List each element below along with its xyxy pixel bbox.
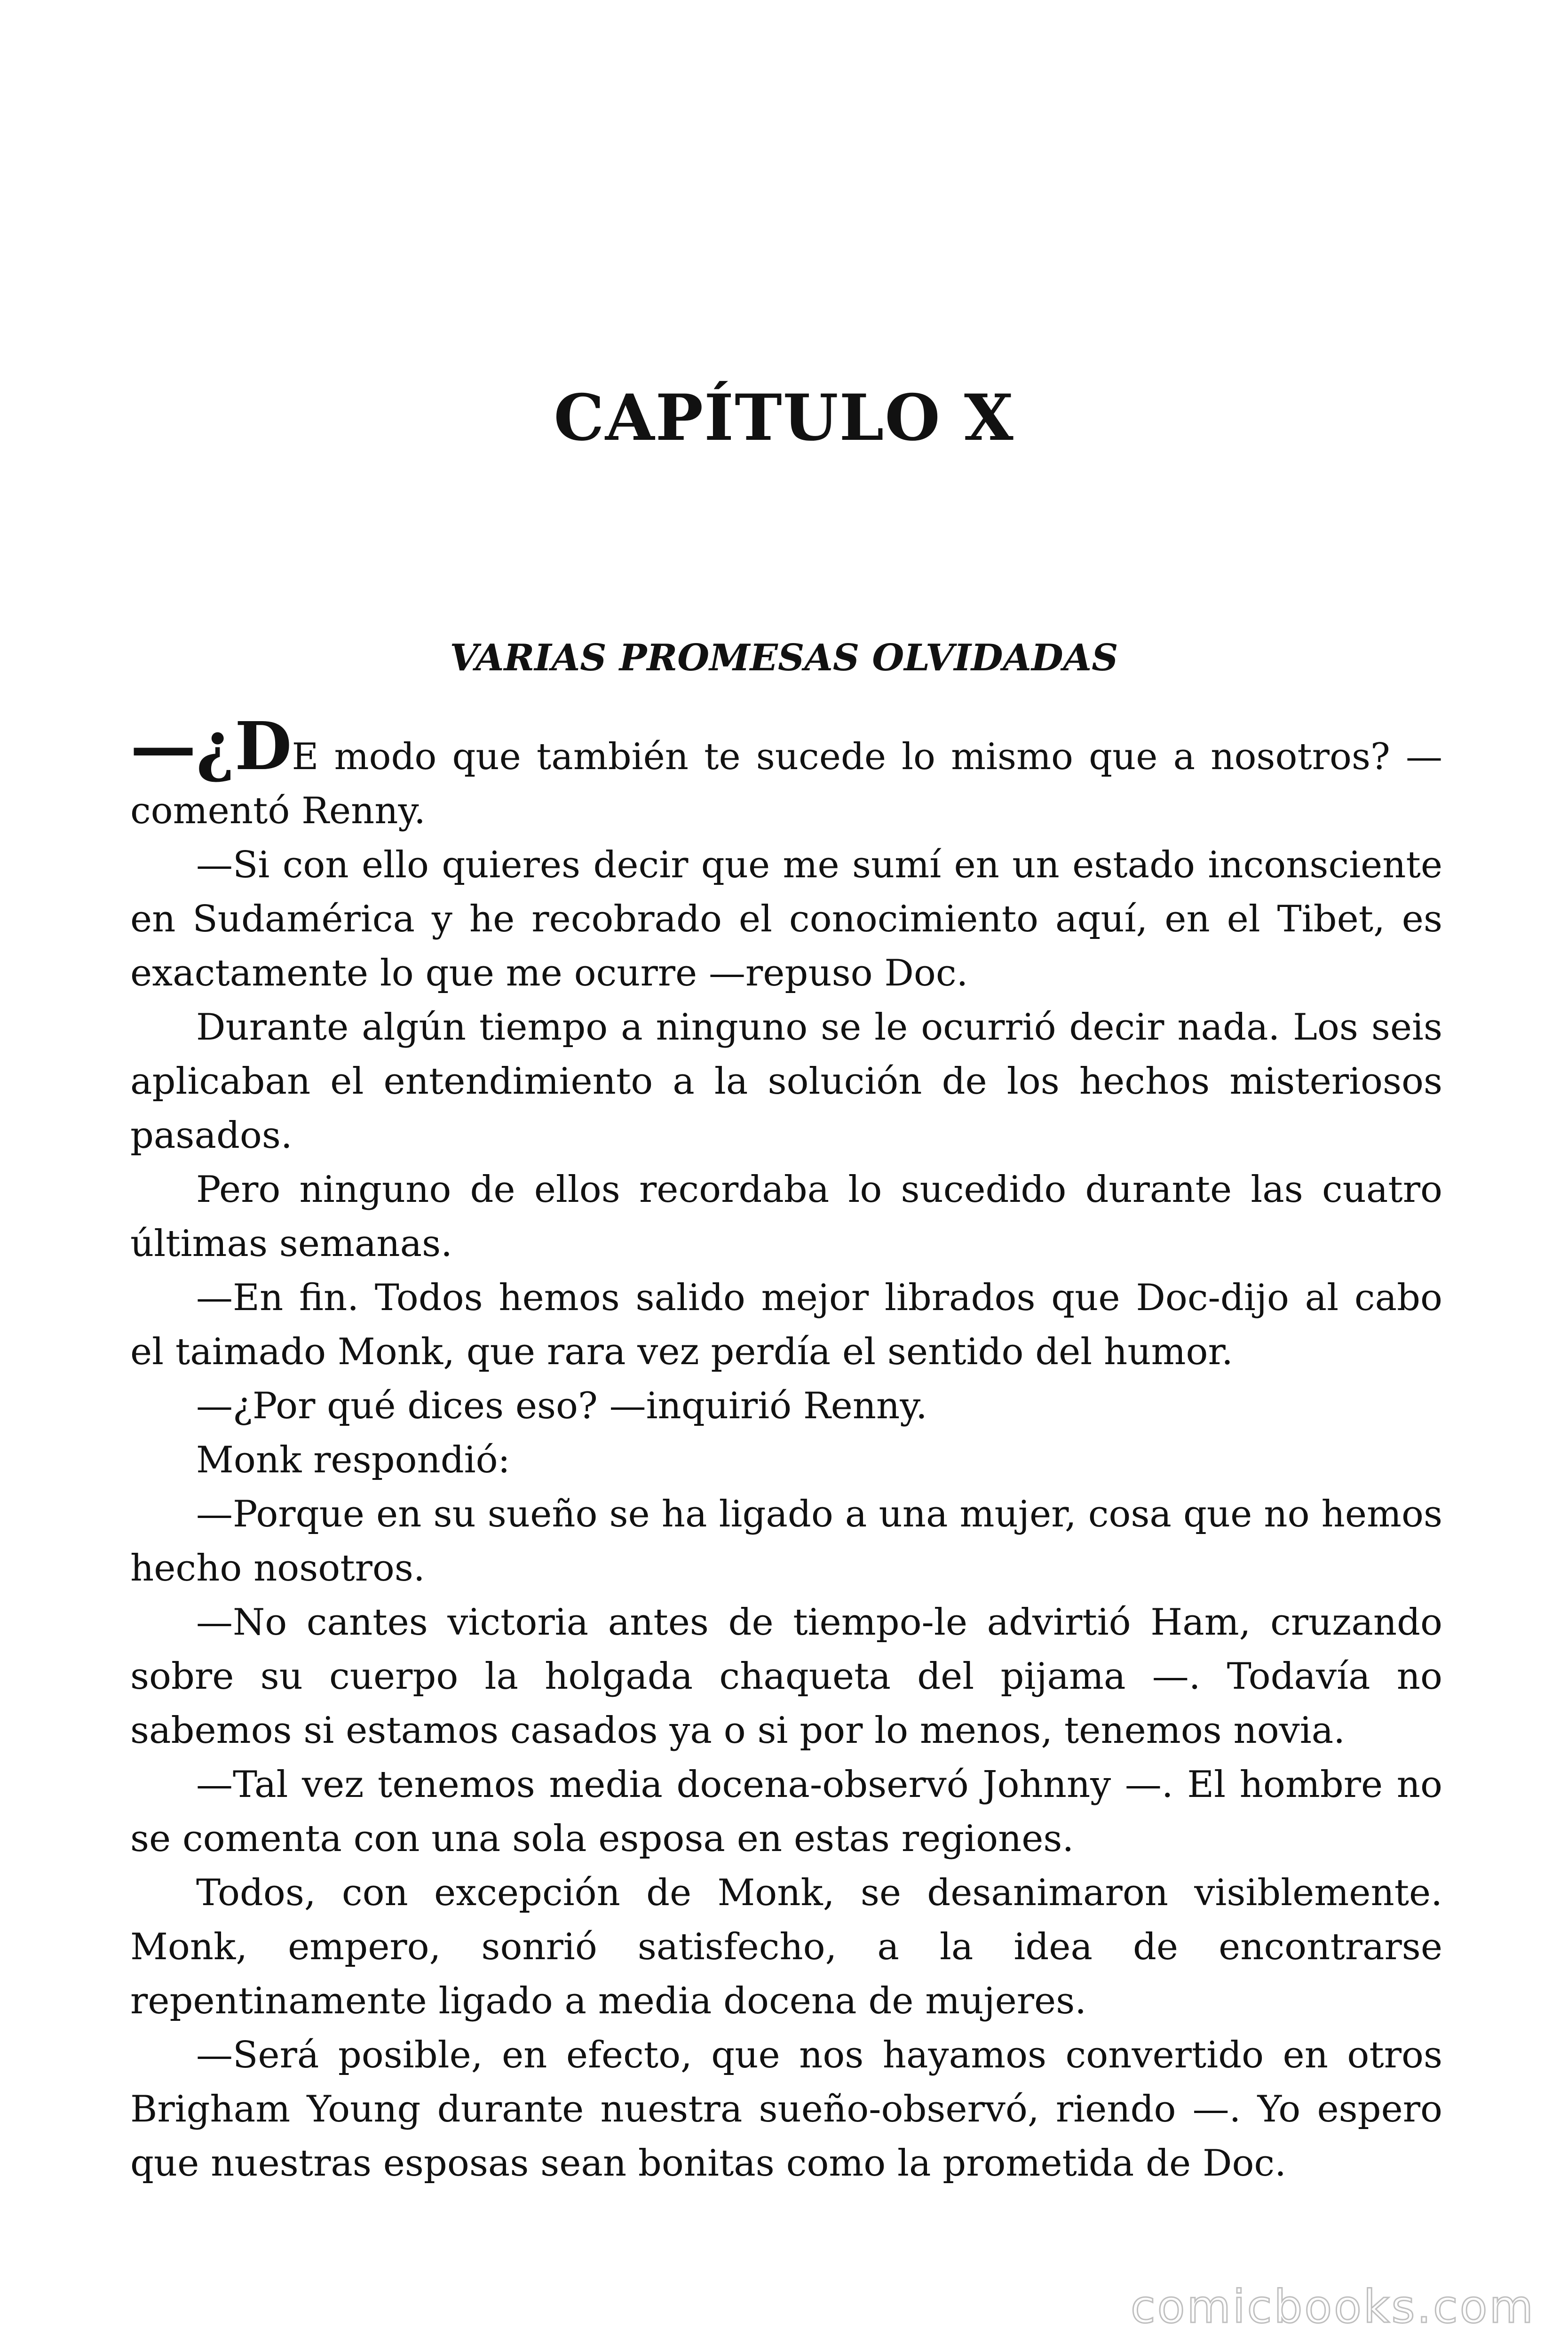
chapter-subtitle: VARIAS PROMESAS OLVIDADAS [450,636,1118,679]
paragraph: —Será posible, en efecto, que nos hayamos convertido en otros Brigham Young durante nuestra sueño-observó, riendo —. Yo espero que nuestras esposas sean bonitas como la prometida de Doc. [130,2034,1442,2185]
paragraph: Pero ninguno de ellos recordaba lo sucedido durante las cuatro últimas semanas. [130,1168,1442,1265]
paragraph: —No cantes victoria antes de tiempo-le advirtió Ham, cruzando sobre su cuerpo la holgada chaqueta del pijama —. Todavía no sabemos si estamos casados ya o si por lo menos, tenemos novia. [130,1601,1442,1752]
paragraph: Monk respondió: [196,1439,510,1481]
drop-cap: —¿D [130,708,292,785]
paragraph: Durante algún tiempo a ninguno se le ocurrió decir nada. Los seis aplicaban el entendimiento a la solución de los hechos misteriosos pasados. [130,1006,1442,1157]
paragraph: —¿Por qué dices eso? —inquirió Renny. [196,1385,927,1427]
paragraph: —En fin. Todos hemos salido mejor librados que Doc-dijo al cabo el taimado Monk, que rara vez perdía el sentido del humor. [130,1277,1442,1373]
paragraph-opening-text: modo que también te sucede lo mismo que a nosotros? —comentó Renny. [130,736,1442,832]
paragraph: —Tal vez tenemos media docena-observó Johnny —. El hombre no se comenta con una sola esposa en estas regiones. [130,1764,1442,1860]
paragraph-opening [130,708,1442,838]
watermark: comicbooks.com [1130,2280,1535,2333]
chapter-title: CAPÍTULO X [554,380,1014,455]
paragraph: Todos, con excepción de Monk, se desanimaron visiblemente. Monk, empero, sonrió satisfecho, a la idea de encontrarse repentinamente ligado a media docena de mujeres. [130,1872,1442,2022]
chapter-body [130,708,1442,2191]
paragraph: —Si con ello quieres decir que me sumí en un estado inconsciente en Sudamérica y he recobrado el conocimiento aquí, en el Tibet, es exactamente lo que me ocurre —repuso Doc. [130,844,1442,994]
small-cap: E [292,736,319,778]
paragraph: —Porque en su sueño se ha ligado a una mujer, cosa que no hemos hecho nosotros. [130,1493,1442,1589]
